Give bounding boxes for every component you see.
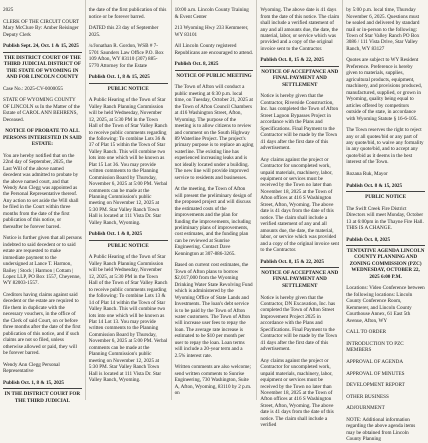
publication-dates: Publish Oct. 1, 8 & 15, 2025 [88, 74, 150, 81]
notice-heading: PUBLIC NOTICE [107, 85, 149, 92]
notice-paragraph: Rozana Ruk, Mayor [346, 170, 388, 177]
notice-paragraph: You are hereby notified that on the 22nd day of September, 2025, the Last Will of the above named decedent was admitted to probate by the above named court, and that Wendy Ann Clegg was appointed as the Personal Representative thereof. Any action to set aside the Will shall be filed in the Court within three months from the date of the first publication of this notice, or thereafter be forever barred. [3, 152, 79, 230]
notice-paragraph: Case No.: 2025-CV-0000055 [3, 85, 63, 92]
notice-paragraph: by 5:00 p.m. local time, Thursday November 6, 2025. Questions must be sealed and delivered by standard mail or in-person to the following: Town of Star Valley Ranch PO Box 3086 / 111 Vista Drive, Star Valley Ranch, WY 83127 [346, 7, 420, 52]
publication-dates: Publish Oct. 1 & 8, 2025 [88, 231, 143, 238]
notice-paragraph: Locations: Video Conference between the following locations: Lincoln County Conference Room, Kemmerer, and Lincoln County Courthouse Annex, 61 East 5th Avenue, Afton, WY [346, 285, 425, 324]
notice-paragraph: Any claims against the project or Contractor for uncompleted work, unpaid materials, machinery, labor, equipment or services must be received by the Town no later than November 18, 2025 at the Town of Afton offices at 416 S Washington Street, Afton, Wyoming. The above date is 41 days from the date of this notice. The claim shall include a verified [260, 357, 334, 429]
notice-heading: PUBLIC NOTICE [107, 242, 149, 249]
notice-heading: THE DISTRICT COURT OF THE THIRD JUDICIAL DISTRICT OF THE STATE OF WYOMING IN AND FOR LINCOLN COUNTY [3, 54, 81, 81]
publication-dates: Publish Sept. 24, Oct. 1 & 15, 2025 [3, 43, 79, 50]
notice-paragraph: 213 Wyoming Hwy 233 Kemmerer, WY 83101 [174, 25, 249, 38]
notice-paragraph: Notice is further given that all persons indebted to said decedent or to said estate are requested to make immediate payment to the undersigned at Lance T. Harmon, Bailey | Stock | Harmon | Cottam | Lopez LLP, PO Box 1557, Cheyenne, WY 82003-1557. [3, 235, 82, 287]
column-4 [256, 0, 342, 429]
notice-paragraph: Notice is hereby given that the Contractor, Riverside Construction, Inc. has completed the Town of Afton Street Lagoon Bypasses Project in accordance with the Plans and Specifications. Final Payment to the Contractor will be made by the Town 41 days after the first date of this advertisement. [260, 93, 339, 152]
column-2 [85, 0, 171, 400]
notice-divider [346, 191, 425, 192]
notice-paragraph: A Public Hearing of the Town of Star Valley Ranch Planning Commission will be held Wednesday, November 12, 2025, at 5:30 PM in the Town Hall of the Town of Star Valley Ranch to receive public comments regarding the following: To combine Lots 13 & 14 of Plat 14 within the Town of Star Valley Ranch. This will combine two lots into one which will be known as Plat 14 Lot 13. You may provide written comments to the Planning Commission Board by Thursday, November 6, 2025 at 5:00 PM. Verbal comments can be made at the Planning Commission's public meeting on November 12, 2025 at 5:30 PM. Star Valley Ranch Town Hall is located at 111 Vista Dr. Star Valley Ranch, Wyoming. [88, 254, 168, 384]
publication-dates: Publish Oct. 8 & 15, 2025 [346, 182, 403, 189]
notice-paragraph: /s/Jonathan R. Gordon, WSB # 7-5701 Saunders Law Office P.O. Box 109 Afton, WY 83110 (307) 885-5770 Attorney for the Estate [88, 43, 164, 69]
notice-divider [89, 83, 168, 84]
publication-dates: Publish Oct. 8, 2025 [174, 61, 219, 68]
notice-paragraph: Based on current cost estimates, the Town of Afton plans to borrow $2,017,000 from the Wyoming Drinking Water State Revolving Fund which is administered by the Wyoming Office of State Lands and Investments. The loan's debt service is to be paid by the Town of Afton water customers. The Town of Afton will increase user fees to repay the loan. The average rate increase is estimated to be $10 per month per user to repay the loan. Loan terms will include a 20-year term and a 2.5% interest rate. [174, 262, 253, 359]
notice-paragraph: STATE OF WYOMING COUNTY OF LINCOLN ss In the Matter of the Estate of CAROL ANN BEHRENS, Deceased. [3, 97, 80, 123]
notice-paragraph: NOTE: Additional information regarding the above agenda items may be obtained from Lincoln County Planning [346, 416, 416, 443]
notice-paragraph: Wendy Ann Clegg Personal Representative [3, 361, 60, 375]
column-3 [171, 0, 257, 400]
column-5 [342, 0, 428, 443]
notice-paragraph: OTHER BUSINESS [346, 393, 389, 400]
notice-heading: PUBLIC NOTICE [365, 194, 407, 201]
notice-divider [260, 66, 339, 67]
notice-paragraph: INTRODUCTION TO PZC MEMBERS [346, 340, 404, 354]
notice-paragraph: The Town of Afton will conduct a public meeting at 6:30 p.m. local time, on Tuesday, October 21, 2025 at the Town of Afton Council Chambers at 416 Washington Street, Afton, Wyoming. The purpose of the meeting is to allow citizens to review and comment on the South Highway 89 Waterline Project. The project's primary purpose is to replace an aging waterline. The existing line has experienced increasing leaks and is not ideally located under a building. The new line will provide improved service to residents and businesses. [174, 84, 254, 181]
notice-paragraph: DATED this 23 day of September 2025. [88, 25, 159, 38]
notice-paragraph: Notice is hereby given that the Contractor, DN Excavation, Inc. has completed the Town of Afton Street Improvement Project 2025 in accordance with the Plans and Specifications. Final Payment to the Contractor will be made by the Town 41 days after the first date of this advertisement. [260, 294, 338, 353]
notice-paragraph: 2025 [3, 7, 14, 14]
notice-divider [175, 70, 254, 71]
publication-dates: Publish Oct. 8, 15 & 22, 2025 [260, 57, 324, 64]
notice-heading: NOTICE OF ACCEPTANCE AND FINAL PAYMENT AND SETTLEMENT [261, 68, 339, 88]
notice-paragraph: Creditors having claims against said decedent or the estate are required to file them in duplicate with the necessary vouchers, in the office of the Clerk of said Court, on or before three months after the date of the first publication of this notice, and if such claims are not so filed, unless otherwise allowed or paid, they will be forever barred. [3, 292, 81, 357]
notice-divider [3, 388, 82, 389]
notice-heading: NOTICE OF ACCEPTANCE AND FINAL PAYMENT AND SETTLEMENT [261, 270, 339, 289]
notice-paragraph: ADJOURNMENT [346, 405, 385, 412]
notice-paragraph: All Lincoln County registered Republicans are encouraged to attend. [174, 43, 253, 56]
notice-divider [89, 240, 168, 241]
notice-paragraph: CLERK OF THE CIRCUIT COURT Mary McClure By: Amber Reisinger Deputy Clerk [3, 18, 79, 38]
notice-paragraph: Any claims against the project or Contractor for uncompleted work, unpaid materials, machinery, labor, equipment or services must be received by the Town no later than November 18, 2025 at the Town of Afton offices at 416 S Washington Street, Afton, Wyoming. The above date is 41 days from the date of this notice. The claim shall include a verified statement of any and all amounts due, the date, the material, labor, or service which was provided and a copy of the original invoice sent to the Contractor. [260, 156, 340, 253]
notice-paragraph: At the meeting, the Town of Afton will present the preliminary design of the proposed project and will discuss the estimated costs of the improvements and the plan for funding the improvements, including preliminary plans of improvements, cost estimates, and the funding plan can be reviewed at Sunrise Engineering. Contact Dave Kennington at 307-886-3265. [174, 186, 252, 257]
notice-paragraph: Written comments are also welcome; send written comments to Sunrise Engineering, 730 Washington, Suite A, Afton, Wyoming, 83110 by 2 p.m. on [174, 364, 252, 397]
notice-paragraph: the date of the first publication of this notice or be forever barred. [88, 7, 167, 20]
publication-dates: Publish Oct. 8, 2025 [346, 236, 391, 243]
notice-heading: NOTICE OF PUBLIC MEETING [176, 72, 252, 79]
notice-paragraph: APPROVAL OF AGENDA [346, 358, 404, 365]
notice-paragraph: Wyoming. The above date is 41 days from the date of this notice. The claim shall include a verified statement of any and all amounts due, the date, the material, labor, or service which was provided and a copy of the original invoice sent to the Contractor. [260, 7, 340, 52]
publication-dates: Publish Oct. 1, 8 & 15, 2025 [3, 379, 64, 386]
notice-divider [260, 267, 339, 268]
publication-dates: Publish Oct. 8, 15 & 22, 2025 [260, 258, 324, 265]
notice-divider [346, 245, 425, 246]
notice-paragraph: CALL TO ORDER [346, 329, 387, 336]
notice-paragraph: The Swift Creek Fire District Directors will meet Monday, October 13 at 6:00pm in the Thayne Fire Hall. THIS IS A CHANGE. [346, 205, 424, 231]
column-1 [0, 0, 85, 404]
notice-paragraph: APPROVAL OF MINUTES [346, 370, 405, 377]
notice-heading: NOTICE OF PROBATE TO ALL PERSONS INTERESTED IN SAID ESTATE: [3, 128, 82, 148]
notice-paragraph: Quotes are subject to WY Resident Preference. Preference is hereby given to materials, supplies, agricultural products, equipment, machinery, and provisions produced, manufactured, supplied, or grown in Wyoming, quality being equal to articles offered by competitors outside of the state, in accordance with Wyoming Statute § 16-6-105. [346, 57, 422, 122]
notice-paragraph: 10:00 a.m. Lincoln County Training & Event Center [174, 7, 249, 20]
notice-paragraph: A Public Hearing of the Town of Star Valley Ranch Planning Commission will be held Wednesday, November 12, 2025, at 5:30 PM in the Town Hall of the Town of Star Valley Ranch to receive public comments regarding the following: To combine Lots 36 & 37 of Plat 15 within the Town of Star Valley Ranch. This will combine two lots into one which will be known as Plat 15 Lot 36. You may provide written comments to the Planning Commission Board by Thursday, November 6, 2025 at 5:00 PM. Verbal comments can be made at the Planning Commission's public meeting on November 12, 2025 at 5:30 PM. Star Valley Ranch Town Hall is located at 111 Vista Dr. Star Valley Ranch, Wyoming. [88, 97, 168, 226]
notice-heading: IN THE DISTRICT COURT FOR THE THIRD JUDICIAL [4, 391, 81, 404]
notice-paragraph: DEVELOPMENT REPORT [346, 382, 405, 389]
notice-paragraph: The Town reserves the right to reject any or all quotes/bid or any part of any quote/bid, to waive any formality in any quote/bid, and to accept any quote/bid as it deems in the best interest of the Town. [346, 127, 424, 166]
notice-divider [3, 52, 82, 53]
notice-heading: TENTATIVE AGENDA LINCOLN COUNTY PLANNING AND ZONING COMMISSION (PZC) WEDNESDAY, OCTOBER 22, 2025 6:00 P.M. [346, 248, 425, 280]
